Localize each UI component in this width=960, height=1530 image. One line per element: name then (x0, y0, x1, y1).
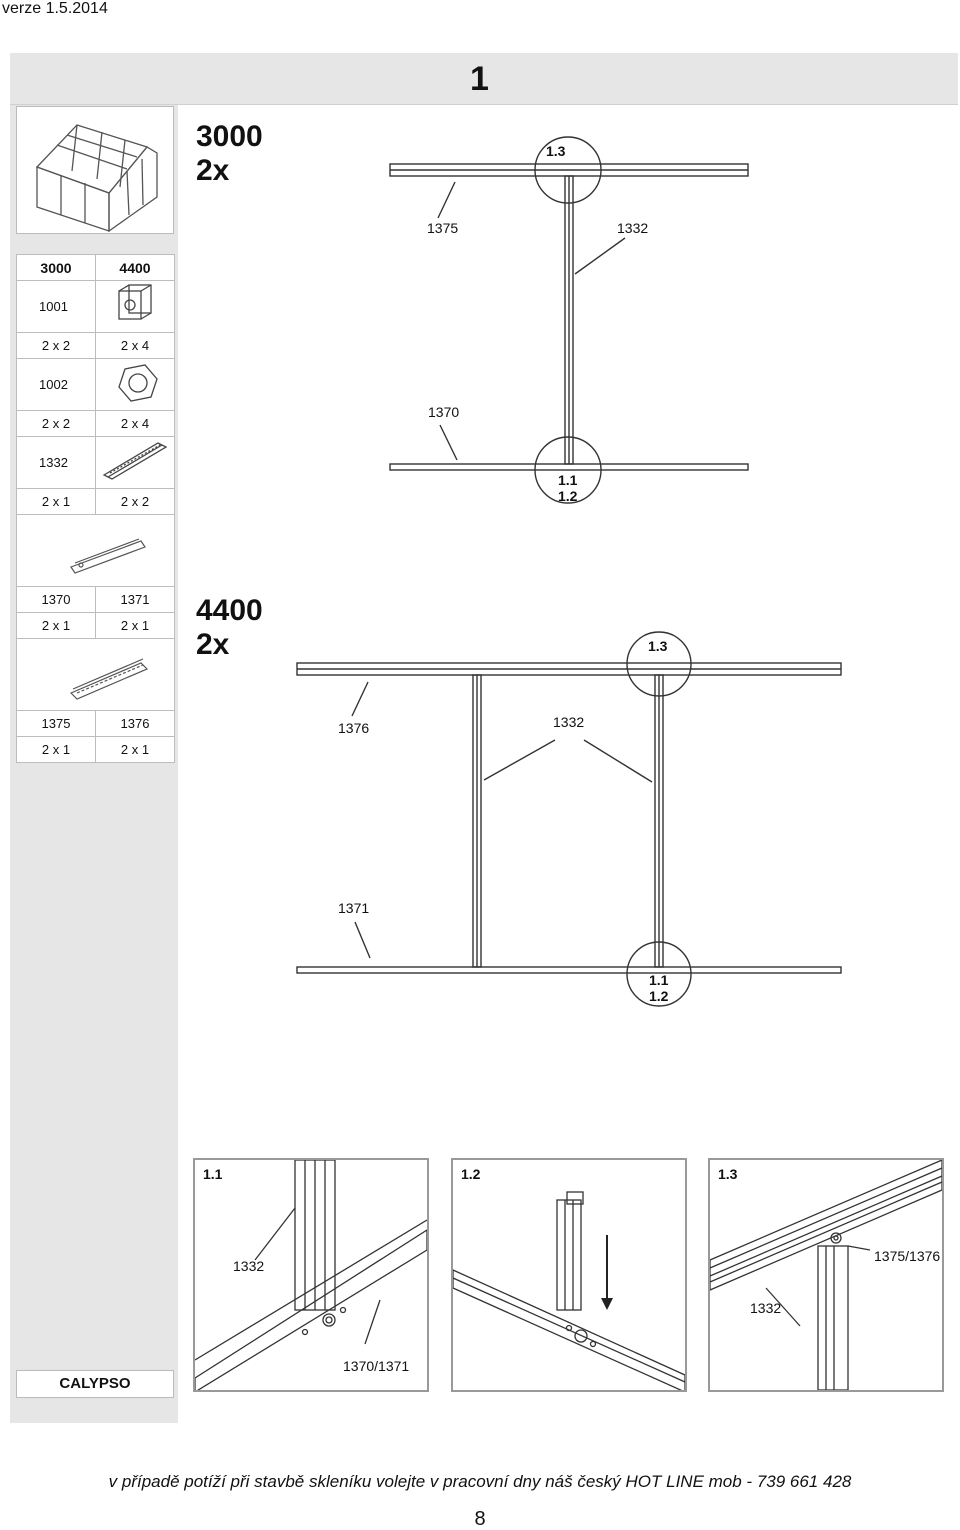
callout-4400-bottom-bar: 1371 (338, 900, 370, 916)
part-code-1001: 1001 (17, 281, 96, 333)
part-qty: 2 x 4 (96, 411, 175, 437)
part-code-1371: 1371 (96, 587, 175, 613)
arrow-down-icon (601, 1298, 613, 1310)
callout-3000-bottom-detail-b: 1.2 (558, 488, 578, 504)
parts-table-header-3000: 3000 (17, 255, 96, 281)
part-qty: 2 x 1 (17, 613, 96, 639)
callout-4400-bottom-detail-a: 1.1 (649, 972, 669, 988)
detail-1-1 (193, 1158, 429, 1392)
part-code-1376: 1376 (96, 711, 175, 737)
part-qty: 2 x 1 (96, 613, 175, 639)
detail-1-1-drawing (195, 1160, 427, 1390)
size-value: 4400 (196, 594, 263, 627)
hotline-text: v případě potíží při stavbě skleníku volejte v pracovní dny náš český HOT LINE mob - 739 661 428 (108, 1472, 852, 1491)
frame-3000-drawing (390, 137, 748, 503)
part-qty: 2 x 1 (17, 737, 96, 763)
detail-1-2-drawing (453, 1160, 685, 1390)
part-qty: 2 x 4 (96, 333, 175, 359)
detail-callout: 1332 (233, 1258, 265, 1274)
detail-callout: 1375/1376 (874, 1248, 941, 1264)
part-qty: 2 x 2 (17, 411, 96, 437)
callout-4400-vertical: 1332 (553, 714, 585, 730)
callout-4400-top-bar: 1376 (338, 720, 370, 736)
detail-callout: 1332 (750, 1300, 782, 1316)
part-code-1375: 1375 (17, 711, 96, 737)
callout-4400-top-detail: 1.3 (648, 638, 668, 654)
detail-1-3 (708, 1158, 944, 1392)
size-count: 2x (196, 628, 230, 661)
detail-1-3-drawing (710, 1160, 942, 1390)
step-number: 1 (470, 60, 489, 98)
callout-3000-vertical: 1332 (617, 220, 649, 236)
frame-4400-drawing (297, 632, 841, 1006)
version-label: verze 1.5.2014 (2, 0, 108, 17)
detail-1-2 (451, 1158, 687, 1392)
part-code-1332: 1332 (17, 437, 96, 489)
part-qty: 2 x 1 (17, 489, 96, 515)
callout-3000-top-detail: 1.3 (546, 143, 566, 159)
part-code-1370: 1370 (17, 587, 96, 613)
part-qty: 2 x 2 (96, 489, 175, 515)
callout-4400-bottom-detail-b: 1.2 (649, 988, 669, 1004)
detail-title: 1.3 (718, 1166, 738, 1182)
callout-3000-bottom-bar: 1370 (428, 404, 460, 420)
size-count: 2x (196, 154, 230, 187)
detail-title: 1.1 (203, 1166, 223, 1182)
callout-3000-top-bar: 1375 (427, 220, 459, 236)
part-qty: 2 x 1 (96, 737, 175, 763)
size-value: 3000 (196, 120, 263, 153)
page-number: 8 (474, 1508, 486, 1530)
brand-label: CALYPSO (16, 1370, 174, 1398)
detail-title: 1.2 (461, 1166, 481, 1182)
part-code-1002: 1002 (17, 359, 96, 411)
detail-callout: 1370/1371 (343, 1358, 410, 1374)
part-qty: 2 x 2 (17, 333, 96, 359)
parts-table-header-4400: 4400 (96, 255, 175, 281)
callout-3000-bottom-detail-a: 1.1 (558, 472, 578, 488)
